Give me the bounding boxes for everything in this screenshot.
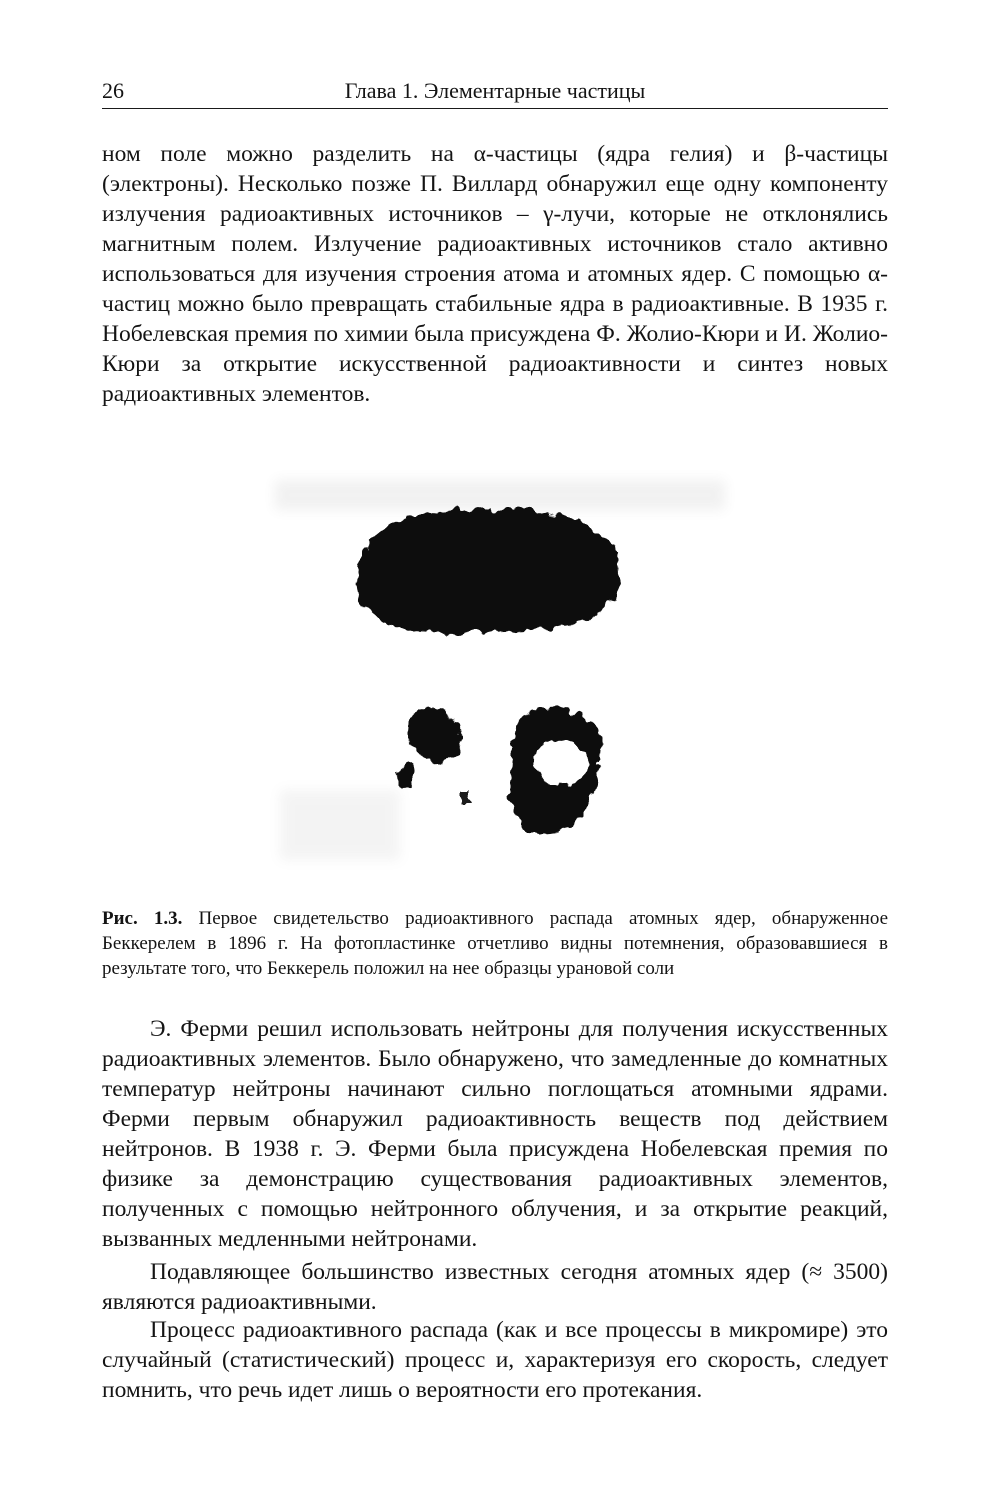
paragraph-decay-probability: Процесс радиоактивного распада (как и все процессы в микромире) это случайный (статистический) процесс и, характеризуя его скорость, следует помнить, что речь идет лишь о вероятности его протекания. xyxy=(102,1317,888,1403)
paragraph-radioactive-majority: Подавляющее большинство известных сегодня атомных ядер (≈ 3500) являются радиоактивными. xyxy=(102,1259,888,1315)
figure-becquerel-photoplate xyxy=(255,470,745,890)
header-rule xyxy=(102,108,888,109)
paragraph-fermi-neutrons: Э. Ферми решил использовать нейтроны для получения искусственных радиоактивных элементов. Было обнаружено, что замедленные до комнатных температур нейтроны начинают сильно поглощаться атомными ядрами. Ферми первым обнаружил радиоактивность веществ под действием нейтронов. В 1938 г. Э. Ферми была присуждена Нобелевская премия по физике за демонстрацию существования радиоактивных элементов, полученных с помощью нейтронного облучения, и за открытие реакций, вызванных медленными нейтронами. xyxy=(102,1016,888,1252)
page-header xyxy=(102,76,888,110)
figure-label: Рис. 1.3. xyxy=(102,908,183,929)
page-number: 26 xyxy=(102,78,124,103)
darkened-dot-small xyxy=(460,792,472,804)
paragraph-radioactive-emissions: ном поле можно разделить на α-частицы (ядра гелия) и β-частицы (электроны). Несколько позже П. Виллард обнаружил еще одну компоненту излучения радиоактивных источников – γ-лучи, которые не отклонялись магнитным полем. Излучение радиоактивных источников стало активно использоваться для изучения строения атома и атомных ядер. С помощью α-частиц можно было превращать стабильные ядра в радиоактивные. В 1935 г. Нобелевская премия по химии была присуждена Ф. Жолио-Кюри и И. Жолио-Кюри за открытие искусственной радиоактивности и синтез новых радиоактивных элементов. xyxy=(102,141,888,407)
darkened-blot-top xyxy=(357,510,620,634)
figure-caption xyxy=(102,906,888,981)
running-title: Глава 1. Элементарные частицы xyxy=(344,78,646,103)
figure-caption-text: Первое свидетельство радиоактивного распада атомных ядер, обнаруженное Беккерелем в 1896 г. На фотопластинке отчетливо видны потемнения, образовавшиеся в результате того, что Беккерель положил на нее образцы урановой соли xyxy=(102,908,889,979)
photoplate-image xyxy=(255,470,745,890)
